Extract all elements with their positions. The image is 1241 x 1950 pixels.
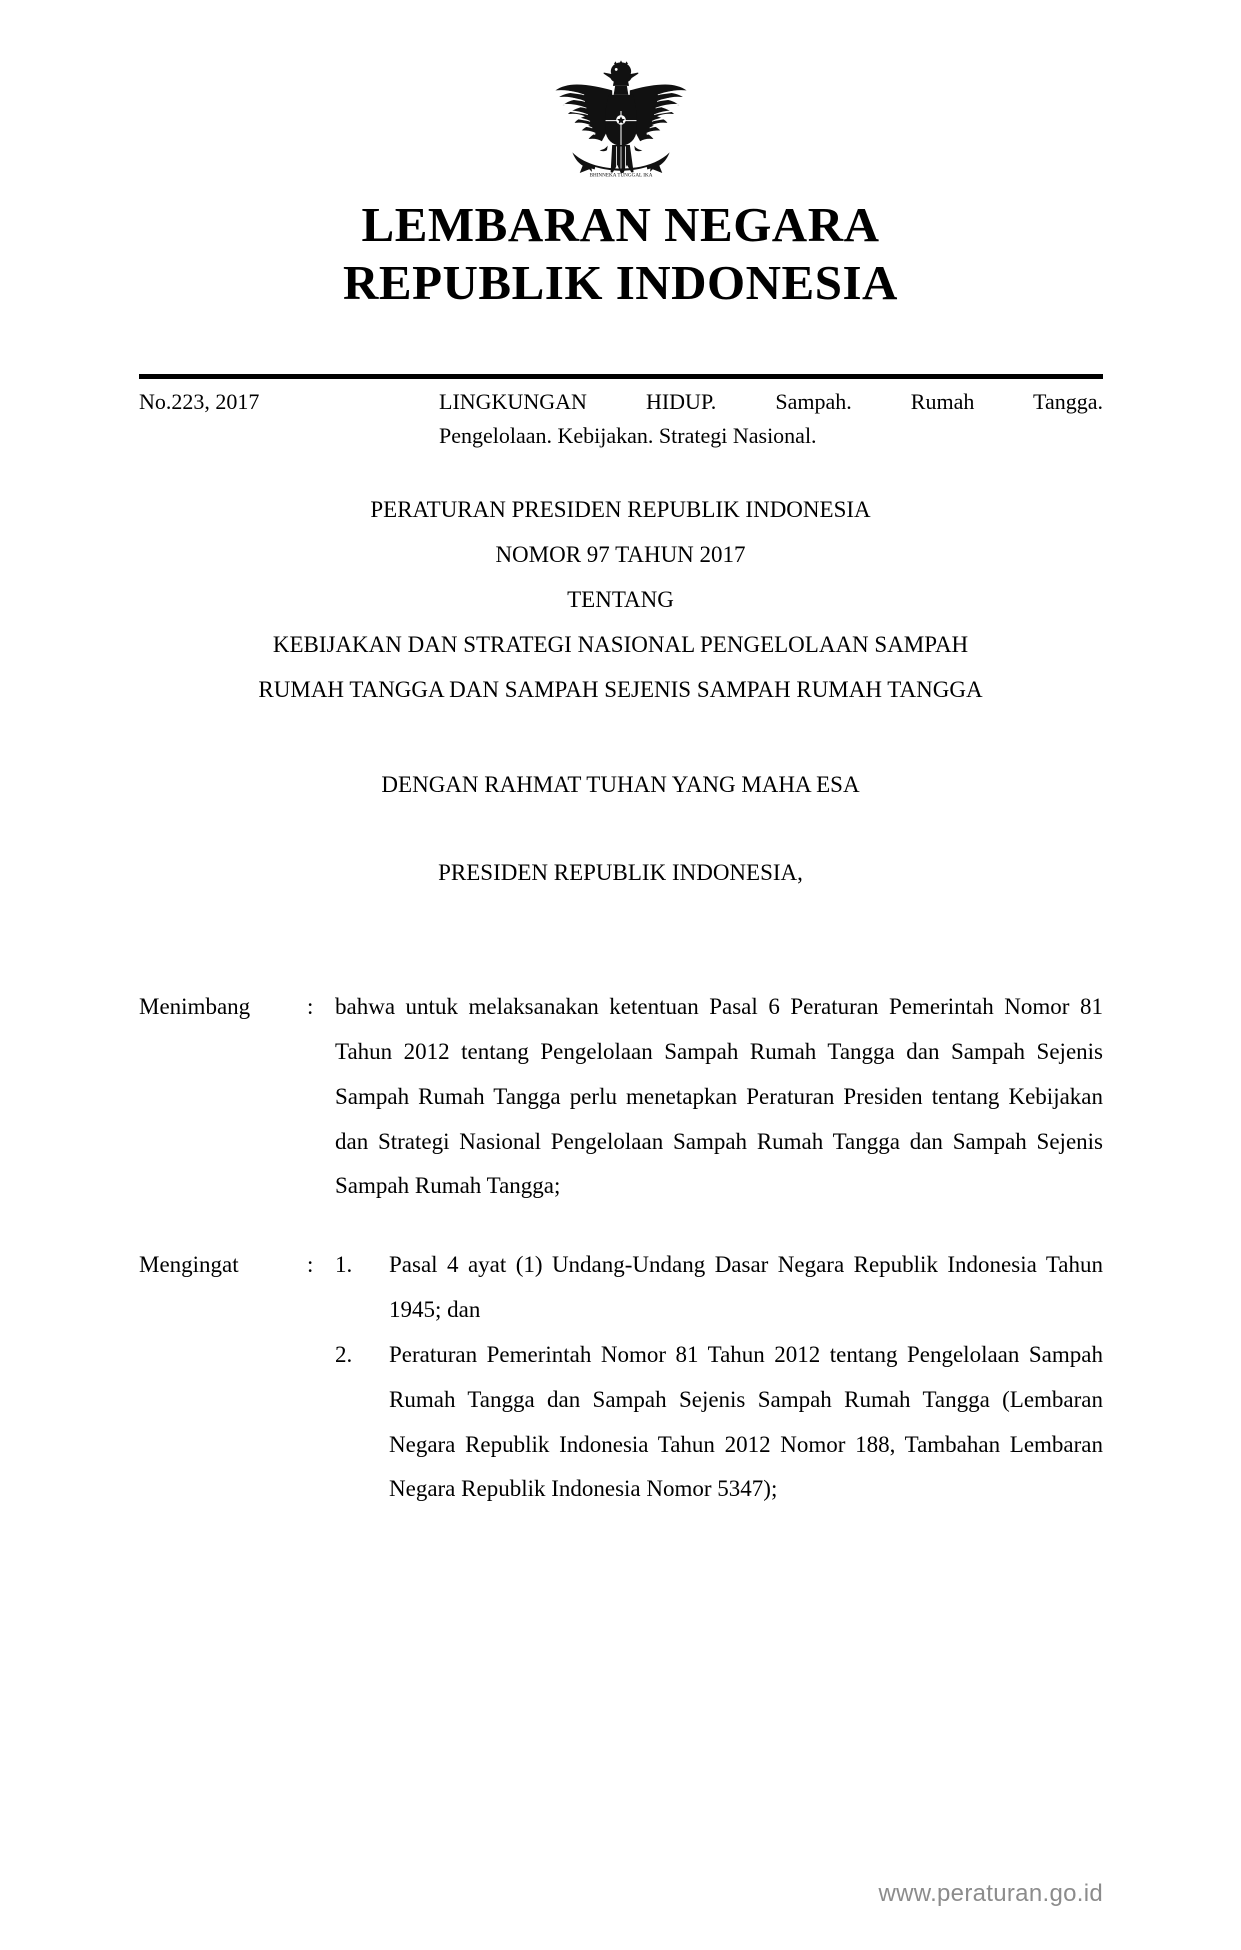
clauses-section [139,985,1103,1512]
mengingat-colon: : [307,1252,314,1278]
clause-menimbang [139,985,1103,1209]
title-line-subject-1: KEBIJAKAN DAN STRATEGI NASIONAL PENGELOLAAN SAMPAH [272,632,969,657]
mengingat-body [335,1243,1103,1512]
mengingat-item-number: 1. [335,1252,353,1278]
mengingat-item-number: 2. [335,1341,353,1367]
emblem-container [0,58,1241,198]
mengingat-item [335,1333,1103,1512]
menimbang-text: bahwa untuk melaksanakan ketentuan Pasal 6 Peraturan Pemerintah Nomor 81 Tahun 2012 tentang Pengelolaan Sampah Rumah Tangga dan Sampah Sejenis Sampah Rumah Tangga perlu menetapkan Peraturan Presiden tentang Kebijakan dan Strategi Nasional Pengelolaan Sampah Rumah Tangga dan Sampah Sejenis Sampah Rumah Tangga; [335,994,1103,1199]
title-line-subject-2: RUMAH TANGGA DAN SAMPAH SEJENIS SAMPAH RUMAH TANGGA [258,677,983,702]
menimbang-colon: : [307,994,314,1019]
title-line-authority: PERATURAN PRESIDEN REPUBLIK INDONESIA [370,497,871,522]
garuda-pancasila-emblem [547,58,695,198]
title-line-number: NOMOR 97 TAHUN 2017 [495,542,746,567]
mengingat-item-text: Pasal 4 ayat (1) Undang-Undang Dasar Negara Republik Indonesia Tahun 1945; dan [389,1252,1103,1323]
menimbang-label: Menimbang [139,994,251,1019]
mengingat-item [335,1243,1103,1333]
regulation-title-block [0,498,1241,701]
mengingat-label: Mengingat [139,1252,239,1278]
gazette-subject-line-1: LINGKUNGAN HIDUP. Sampah. Rumah Tangga. [439,389,1103,414]
menimbang-body [335,985,1103,1209]
svg-text:BHINNEKA TUNGGAL IKA: BHINNEKA TUNGGAL IKA [589,172,652,179]
masthead-title [0,196,1241,312]
masthead-line-1: LEMBARAN NEGARA [361,197,880,252]
divine-mercy-line: DENGAN RAHMAT TUHAN YANG MAHA ESA [381,772,860,797]
issuer-line: PRESIDEN REPUBLIK INDONESIA, [438,860,803,885]
gazette-subject-keywords [439,385,1103,453]
gazette-subject-line-2: Pengelolaan. Kebijakan. Strategi Nasional. [439,423,817,449]
header-divider-rule [139,374,1103,379]
footer-watermark: www.peraturan.go.id [878,1880,1103,1907]
gazette-header-row [139,385,1103,453]
clause-mengingat [139,1243,1103,1512]
masthead-line-2: REPUBLIK INDONESIA [343,254,898,310]
title-line-tentang: TENTANG [567,587,674,612]
mengingat-item-text: Peraturan Pemerintah Nomor 81 Tahun 2012 tentang Pengelolaan Sampah Rumah Tangga dan Sampah Sejenis Sampah Rumah Tangga (Lembaran Negara Republik Indonesia Tahun 2012 Nomor 188, Tambahan Lembaran Negara Republik Indonesia Nomor 5347); [389,1341,1103,1502]
gazette-number: No.223, 2017 [139,389,260,414]
